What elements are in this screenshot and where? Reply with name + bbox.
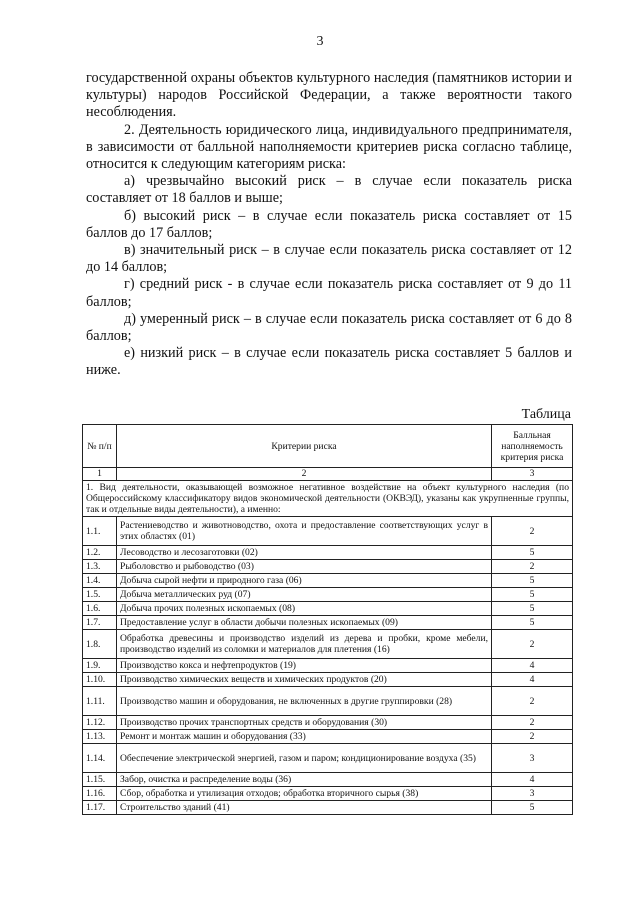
row-criteria: Производство кокса и нефтепродуктов (19) bbox=[117, 659, 492, 673]
table-row bbox=[83, 673, 573, 687]
table-header-row bbox=[83, 425, 573, 468]
risk-category-e: д) умеренный риск – в случае если показатель риска составляет от 6 до 8 баллов; bbox=[86, 310, 572, 345]
row-criteria: Забор, очистка и распределение воды (36) bbox=[117, 773, 492, 787]
row-num: 1.4. bbox=[83, 574, 117, 588]
row-criteria: Производство машин и оборудования, не включенных в другие группировки (28) bbox=[117, 687, 492, 716]
table-row bbox=[83, 687, 573, 716]
table-row bbox=[83, 744, 573, 773]
row-score: 2 bbox=[492, 630, 573, 659]
row-criteria: Лесоводство и лесозаготовки (02) bbox=[117, 546, 492, 560]
table-caption: Таблица bbox=[521, 407, 571, 422]
row-criteria: Обработка древесины и производство изделий из дерева и пробки, кроме мебели, производство изделий из соломки и материалов для плетения (16) bbox=[117, 630, 492, 659]
row-score: 4 bbox=[492, 673, 573, 687]
row-score: 5 bbox=[492, 602, 573, 616]
row-score: 5 bbox=[492, 546, 573, 560]
risk-category-f: е) низкий риск – в случае если показатель риска составляет 5 баллов и ниже. bbox=[86, 345, 572, 379]
table-index-row bbox=[83, 468, 573, 481]
row-num: 1.9. bbox=[83, 659, 117, 673]
row-score: 4 bbox=[492, 659, 573, 673]
row-score: 3 bbox=[492, 744, 573, 773]
table-row bbox=[83, 588, 573, 602]
table-row bbox=[83, 602, 573, 616]
row-score: 5 bbox=[492, 574, 573, 588]
table-row bbox=[83, 801, 573, 815]
table-row bbox=[83, 630, 573, 659]
page-number: 3 bbox=[316, 34, 324, 49]
row-num: 1.16. bbox=[83, 787, 117, 801]
risk-category-a: а) чрезвычайно высокий риск – в случае если показатель риска составляет от 18 баллов и выше; bbox=[86, 173, 572, 207]
row-num: 1.1. bbox=[83, 517, 117, 546]
table-row bbox=[83, 546, 573, 560]
row-criteria: Производство прочих транспортных средств и оборудования (30) bbox=[117, 716, 492, 730]
row-score: 2 bbox=[492, 730, 573, 744]
row-num: 1.7. bbox=[83, 616, 117, 630]
table-row bbox=[83, 787, 573, 801]
row-num: 1.6. bbox=[83, 602, 117, 616]
row-score: 4 bbox=[492, 773, 573, 787]
table-row bbox=[83, 517, 573, 546]
row-criteria: Добыча металлических руд (07) bbox=[117, 588, 492, 602]
table-row bbox=[83, 616, 573, 630]
row-score: 5 bbox=[492, 616, 573, 630]
row-num: 1.17. bbox=[83, 801, 117, 815]
header-num: № п/п bbox=[83, 425, 117, 468]
table-row bbox=[83, 560, 573, 574]
row-score: 3 bbox=[492, 787, 573, 801]
row-num: 1.8. bbox=[83, 630, 117, 659]
body-text bbox=[86, 70, 572, 380]
row-criteria: Добыча сырой нефти и природного газа (06) bbox=[117, 574, 492, 588]
row-score: 5 bbox=[492, 801, 573, 815]
row-num: 1.14. bbox=[83, 744, 117, 773]
row-criteria: Растениеводство и животноводство, охота и предоставление соответствующих услуг в этих областях (01) bbox=[117, 517, 492, 546]
risk-category-d: г) средний риск - в случае если показатель риска составляет от 9 до 11 баллов; bbox=[86, 276, 572, 310]
row-num: 1.11. bbox=[83, 687, 117, 716]
row-num: 1.3. bbox=[83, 560, 117, 574]
row-num: 1.15. bbox=[83, 773, 117, 787]
index-cell-2: 2 bbox=[117, 468, 492, 481]
section-title: 1. Вид деятельности, оказывающей возможное негативное воздействие на объект культурного наследия (по Общероссийскому классификатору видов экономической деятельности (ОКВЭД), указаны как укрупненные группы, так и отдельные виды деятельности), а именно: bbox=[83, 481, 573, 517]
risk-category-c: в) значительный риск – в случае если показатель риска составляет от 12 до 14 баллов; bbox=[86, 242, 572, 276]
row-score: 2 bbox=[492, 517, 573, 546]
row-criteria: Рыболовство и рыбоводство (03) bbox=[117, 560, 492, 574]
table-row bbox=[83, 716, 573, 730]
row-criteria: Обеспечение электрической энергией, газом и паром; кондиционирование воздуха (35) bbox=[117, 744, 492, 773]
row-criteria: Производство химических веществ и химических продуктов (20) bbox=[117, 673, 492, 687]
row-criteria: Строительство зданий (41) bbox=[117, 801, 492, 815]
table-section-row bbox=[83, 481, 573, 517]
index-cell-3: 3 bbox=[492, 468, 573, 481]
risk-criteria-table bbox=[82, 424, 573, 815]
header-criteria: Критерии риска bbox=[117, 425, 492, 468]
row-num: 1.12. bbox=[83, 716, 117, 730]
paragraph-item-2: 2. Деятельность юридического лица, индивидуального предпринимателя, в зависимости от балльной наполняемости критериев риска согласно таблице, относится к следующим категориям риска: bbox=[86, 121, 572, 173]
row-score: 5 bbox=[492, 588, 573, 602]
header-score: Балльная наполняемость критерия риска bbox=[492, 425, 573, 468]
table-row bbox=[83, 574, 573, 588]
table-row bbox=[83, 773, 573, 787]
row-criteria: Добыча прочих полезных ископаемых (08) bbox=[117, 602, 492, 616]
row-criteria: Ремонт и монтаж машин и оборудования (33) bbox=[117, 730, 492, 744]
row-num: 1.5. bbox=[83, 588, 117, 602]
row-score: 2 bbox=[492, 687, 573, 716]
row-criteria: Сбор, обработка и утилизация отходов; обработка вторичного сырья (38) bbox=[117, 787, 492, 801]
row-criteria: Предоставление услуг в области добычи полезных ископаемых (09) bbox=[117, 616, 492, 630]
paragraph-continuation: государственной охраны объектов культурного наследия (памятников истории и культуры) народов Российской Федерации, а также вероятности такого несоблюдения. bbox=[86, 70, 572, 121]
row-score: 2 bbox=[492, 716, 573, 730]
index-cell-1: 1 bbox=[83, 468, 117, 481]
row-num: 1.10. bbox=[83, 673, 117, 687]
risk-category-b: б) высокий риск – в случае если показатель риска составляет от 15 баллов до 17 баллов; bbox=[86, 207, 572, 241]
row-num: 1.13. bbox=[83, 730, 117, 744]
table-row bbox=[83, 730, 573, 744]
row-score: 2 bbox=[492, 560, 573, 574]
row-num: 1.2. bbox=[83, 546, 117, 560]
table-row bbox=[83, 659, 573, 673]
